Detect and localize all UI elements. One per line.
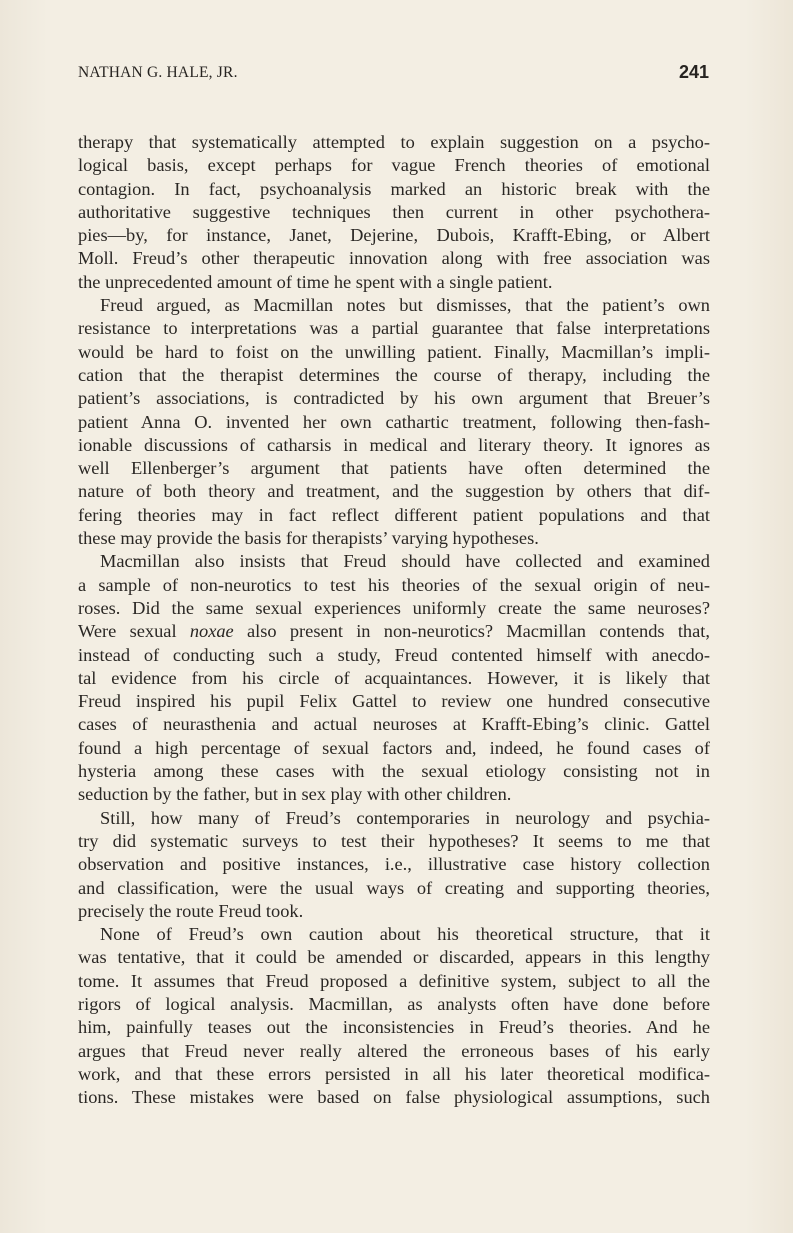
text-line: tome. It assumes that Freud proposed a definitive system, subject to all the	[78, 970, 710, 991]
paragraph	[78, 807, 710, 923]
page-header	[78, 64, 709, 86]
text-line: fering theories may in fact reflect different patient populations and that	[78, 504, 710, 525]
text-line: None of Freud’s own caution about his theoretical structure, that it	[100, 924, 710, 945]
text-line: Still, how many of Freud’s contemporaries in neurology and psychia-	[100, 807, 710, 828]
text-line: a sample of non-neurotics to test his theories of the sexual origin of neu-	[78, 574, 710, 595]
text-line: logical basis, except perhaps for vague French theories of emotional	[78, 155, 710, 176]
paragraph	[78, 131, 710, 294]
text-line: tions. These mistakes were based on false physiological assumptions, such	[78, 1087, 710, 1108]
text-line: found a high percentage of sexual factors and, indeed, he found cases of	[78, 737, 710, 758]
text-line: contagion. In fact, psychoanalysis marked an historic break with the	[78, 178, 710, 199]
text-line: nature of both theory and treatment, and the suggestion by others that dif-	[78, 481, 710, 502]
text-line: cases of neurasthenia and actual neuroses at Krafft-Ebing’s clinic. Gattel	[78, 714, 710, 735]
text-line: was tentative, that it could be amended or discarded, appears in this lengthy	[78, 947, 710, 968]
text-line: rigors of logical analysis. Macmillan, as analysts often have done before	[78, 993, 710, 1014]
paragraph	[78, 294, 710, 550]
text-line: therapy that systematically attempted to explain suggestion on a psycho-	[78, 132, 710, 152]
text-line: try did systematic surveys to test their hypotheses? It seems to me that	[78, 830, 710, 851]
text-line: precisely the route Freud took.	[78, 900, 304, 921]
text-line: instead of conducting such a study, Freud contented himself with anecdo-	[78, 644, 710, 665]
page-number: 241	[678, 62, 709, 82]
text-line: tal evidence from his circle of acquaintances. However, it is likely that	[78, 667, 710, 688]
text-line: pies—by, for instance, Janet, Dejerine, Dubois, Krafft-Ebing, or Albert	[78, 225, 710, 246]
text-line: argues that Freud never really altered the erroneous bases of his early	[78, 1040, 710, 1061]
text-line: hysteria among these cases with the sexual etiology consisting not in	[78, 761, 710, 782]
text-line: Were sexual noxae also present in non-neurotics? Macmillan contends that,	[78, 621, 710, 642]
paragraph	[78, 923, 710, 1109]
text-line: well Ellenberger’s argument that patients have often determined the	[78, 458, 710, 479]
text-line: observation and positive instances, i.e., illustrative case history collection	[78, 854, 710, 875]
text-line: Macmillan also insists that Freud should have collected and examined	[100, 551, 710, 572]
text-line: Freud inspired his pupil Felix Gattel to review one hundred consecutive	[78, 691, 710, 712]
text-line: resistance to interpretations was a partial guarantee that false interpretations	[78, 318, 710, 339]
text-line: would be hard to foist on the unwilling patient. Finally, Macmillan’s impli-	[78, 341, 710, 362]
text-line: patient Anna O. invented her own cathartic treatment, following then-fash-	[78, 411, 710, 432]
text-line: roses. Did the same sexual experiences uniformly create the same neuroses?	[78, 597, 710, 618]
body-text	[78, 131, 710, 1109]
text-line: these may provide the basis for therapists’ varying hypotheses.	[78, 528, 539, 549]
running-head: NATHAN G. HALE, JR.	[78, 64, 238, 81]
text-line: seduction by the father, but in sex play with other children.	[78, 784, 512, 805]
text-line: him, painfully teases out the inconsistencies in Freud’s theories. And he	[78, 1017, 710, 1038]
text-line: authoritative suggestive techniques then current in other psychothera-	[78, 201, 710, 222]
text-line: Freud argued, as Macmillan notes but dismisses, that the patient’s own	[100, 295, 710, 316]
text-line: work, and that these errors persisted in all his later theoretical modifica-	[78, 1063, 710, 1084]
text-line: Moll. Freud’s other therapeutic innovation along with free association was	[78, 248, 710, 269]
text-line: and classification, were the usual ways of creating and supporting theories,	[78, 877, 710, 898]
text-line: cation that the therapist determines the course of therapy, including the	[78, 364, 710, 385]
text-line: ionable discussions of catharsis in medical and literary theory. It ignores as	[78, 434, 710, 455]
text-line: patient’s associations, is contradicted by his own argument that Breuer’s	[78, 388, 710, 409]
paragraph	[78, 550, 710, 806]
text-line: the unprecedented amount of time he spent with a single patient.	[78, 271, 553, 292]
